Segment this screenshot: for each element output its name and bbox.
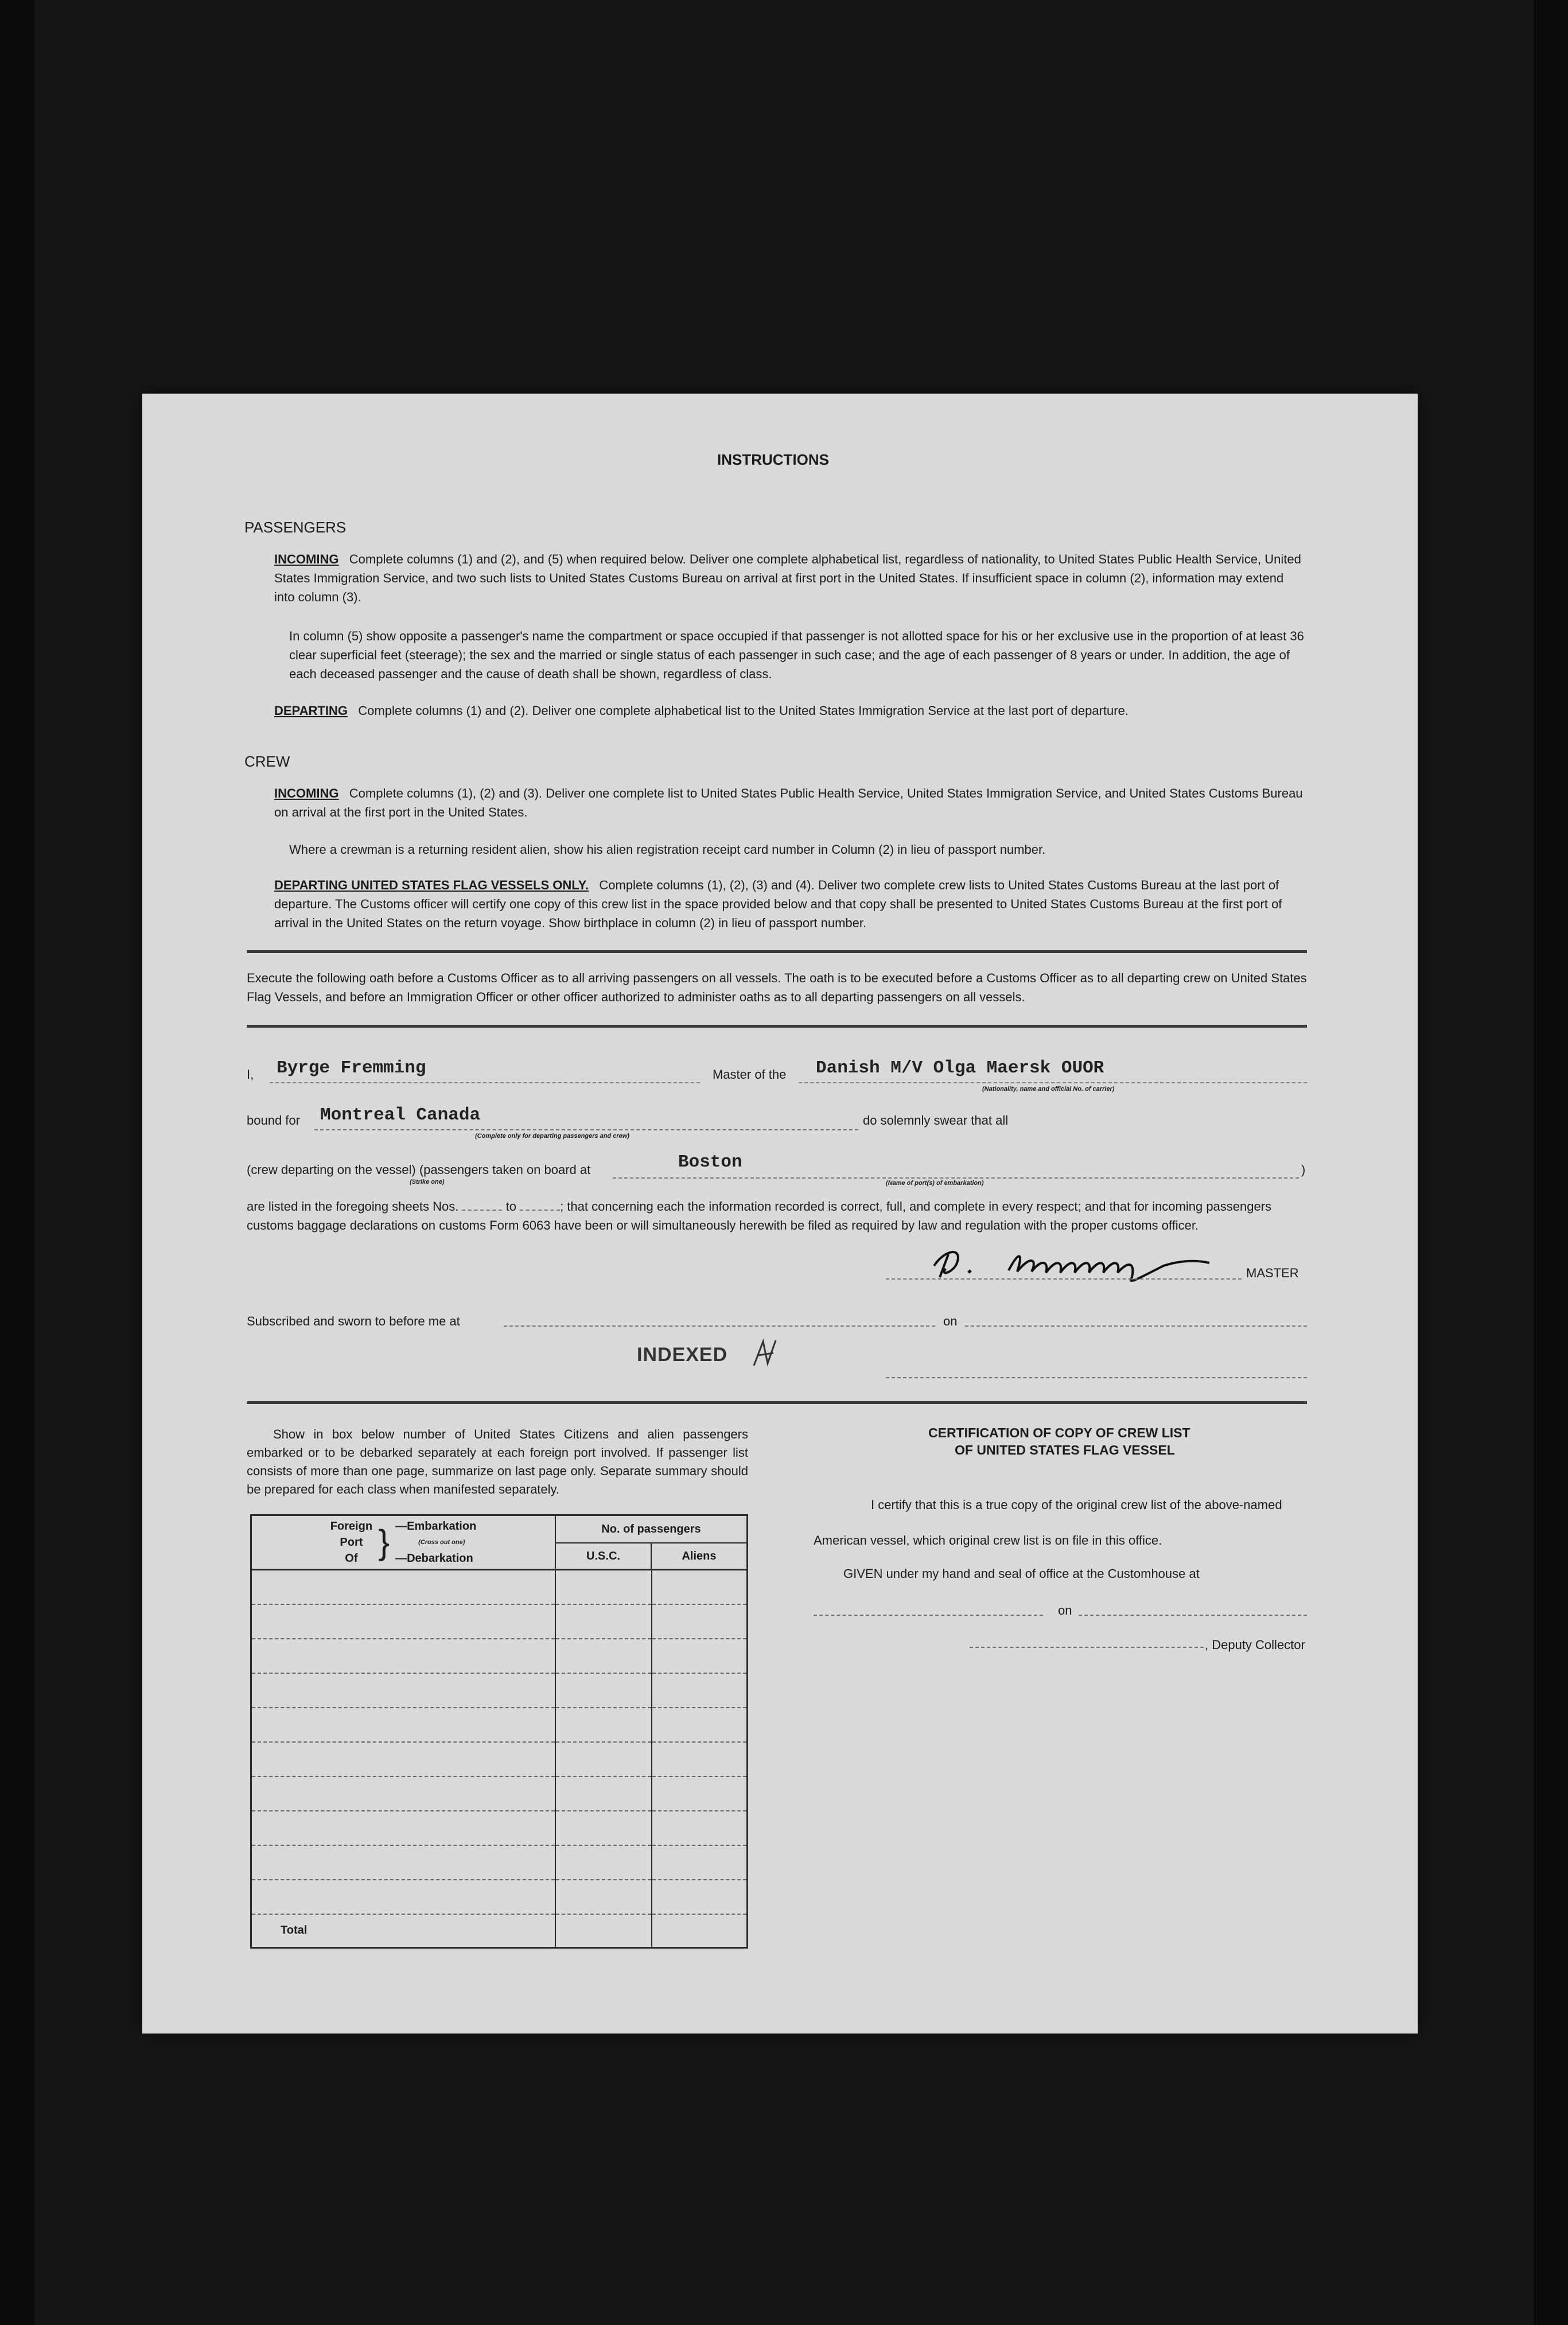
crew-incoming-block — [274, 784, 1307, 822]
summary-total-row — [251, 1914, 748, 1947]
film-border-left — [0, 0, 34, 2325]
summary-row[interactable] — [251, 1708, 748, 1742]
summary-note: Show in box below number of United States Citizens and alien passengers embarked or to be debarked separately at each foreign port involved. If passenger list consists of more than one page, summarize on last page only. Separate summary should be prepared for each class when manifested separately. — [247, 1427, 748, 1496]
divider-3 — [247, 1401, 1307, 1404]
cross-out-caption: (Cross out one) — [418, 1539, 465, 1546]
crew-alien-text: Where a crewman is a returning resident alien, show his alien registration receipt card number in Column (2) in lieu of passport number. — [289, 842, 1046, 857]
summary-row[interactable] — [251, 1845, 748, 1880]
crew-passengers-text: (crew departing on the vessel) (passengers taken on board at — [247, 1162, 591, 1177]
vessel-line — [799, 1082, 1307, 1083]
sheets-paragraph — [247, 1197, 1307, 1235]
summary-row[interactable] — [251, 1604, 748, 1639]
passengers-incoming-block — [274, 550, 1307, 606]
sheets-text: ; that concerning each the information recorded is correct, full, and complete in every respect; and that for incoming passengers customs baggage declarations on customs Form 6063 have been or will simultaneously herewith be filed as required by law and regulation with the proper customs officer. — [247, 1199, 1272, 1233]
strike-caption: (Strike one) — [410, 1179, 445, 1185]
passengers-incoming-text-1: Complete columns (1) and (2), and (5) when required below. Deliver one complete alphabetical list, regardless of nationality, to United States Public Health Service, United States Immigration Service, and two such lists to United States Customs Bureau on arrival at first port in the United States. If insufficient space in column (2), information may extend into column (3). — [274, 552, 1301, 604]
crew-incoming-text: Complete columns (1), (2) and (3). Deliver one complete list to United States Public Health Service, United States Immigration Service, and United States Customs Bureau on arrival at the first port in the United States. — [274, 786, 1303, 819]
passengers-count-header — [555, 1515, 748, 1570]
summary-row[interactable] — [251, 1776, 748, 1811]
port-close-paren: ) — [1301, 1162, 1306, 1177]
certification-line-2: American vessel, which original crew list is on file in this office. — [814, 1533, 1162, 1548]
indexed-initials — [750, 1338, 791, 1369]
crew-heading: CREW — [244, 753, 290, 770]
deputy-collector-label: , Deputy Collector — [1205, 1638, 1305, 1652]
bound-for-label: bound for — [247, 1113, 300, 1127]
certification-line-3: GIVEN under my hand and seal of office at the Customhouse at — [843, 1566, 1200, 1581]
indexed-stamp: INDEXED — [637, 1344, 728, 1366]
divider-2 — [247, 1025, 1307, 1028]
master-signature — [923, 1237, 1221, 1289]
passengers-departing-text: Complete columns (1) and (2). Deliver one complete alphabetical list to the United States Immigration Service at the last port of departure. — [358, 703, 1129, 718]
instructions-title: INSTRUCTIONS — [717, 451, 829, 468]
passengers-incoming-text-2: In column (5) show opposite a passenger's name the compartment or space occupied if that passenger is not allotted space for his or her exclusive use in the proportion of at least 36 clear superficial feet (steerage); the sex and the married or single status of each passenger in such case; and the age of each passenger of 8 years or under. In addition, the age of each deceased passenger and the cause of death shall be shown, regardless of class. — [289, 629, 1304, 681]
of-label: Of — [345, 1552, 358, 1565]
vessel-name: Danish M/V Olga Maersk OUOR — [816, 1058, 1104, 1078]
signature-line — [886, 1278, 1242, 1280]
total-label: Total — [281, 1924, 308, 1937]
summary-row[interactable] — [251, 1570, 748, 1605]
master-of-label: Master of the — [713, 1067, 787, 1082]
subscribed-place-line — [504, 1325, 935, 1327]
subscribed-label: Subscribed and sworn to before me at — [247, 1314, 460, 1328]
certification-date-line — [1079, 1615, 1307, 1616]
crew-incoming-label: INCOMING — [274, 786, 339, 800]
oath-note: Execute the following oath before a Customs Officer as to all arriving passengers on all vessels. The oath is to be executed before a Customs Officer as to all departing crew on United States Flag Vessels, and before an Immigration Officer or other officer authorized to administer oaths as to all departing passengers on all vessels. — [247, 971, 1307, 1004]
certification-line-1: I certify that this is a true copy of the original crew list of the above-named — [871, 1498, 1282, 1512]
foreign-label: Foreign — [330, 1520, 373, 1533]
embarkation-label[interactable]: —Embarkation — [395, 1520, 477, 1533]
port-of-embarkation: Boston — [678, 1152, 742, 1172]
brace-glyph: } — [378, 1523, 390, 1561]
master-name: Byrge Fremming — [277, 1058, 426, 1078]
port-caption: (Name of port(s) of embarkation) — [886, 1180, 984, 1187]
port-header — [251, 1515, 556, 1570]
crew-flag-text: Complete columns (1), (2), (3) and (4). Deliver two complete crew lists to United States Customs Bureau at the last port of departure. The Customs officer will certify one copy of this crew list in the space provided below and that copy shall be presented to United States Customs Bureau at the first port of arrival in the United States on the return voyage. Show birthplace in column (2) in lieu of passport number. — [274, 878, 1282, 930]
officer-line — [886, 1377, 1307, 1378]
passengers-incoming-label: INCOMING — [274, 552, 339, 566]
master-name-line — [270, 1082, 700, 1083]
subscribed-on-label: on — [943, 1314, 958, 1328]
destination-line — [314, 1129, 858, 1130]
film-border-right — [1534, 0, 1568, 2325]
passenger-summary-table — [250, 1514, 748, 1949]
sheets-to-blank — [520, 1210, 560, 1211]
form-sheet — [142, 394, 1418, 2034]
sheets-prefix: are listed in the foregoing sheets Nos. — [247, 1199, 459, 1214]
destination-caption: (Complete only for departing passengers and crew) — [475, 1133, 629, 1140]
summary-row[interactable] — [251, 1639, 748, 1673]
passengers-departing-label: DEPARTING — [274, 703, 348, 718]
summary-row[interactable] — [251, 1880, 748, 1914]
crew-flag-label: DEPARTING UNITED STATES FLAG VESSELS ONLY. — [274, 878, 589, 892]
deputy-signature-line — [970, 1647, 1204, 1648]
aliens-label: Aliens — [682, 1550, 717, 1562]
certification-title-1: CERTIFICATION OF COPY OF CREW LIST — [928, 1425, 1190, 1440]
divider-1 — [247, 950, 1307, 953]
summary-row[interactable] — [251, 1673, 748, 1708]
no-passengers-label: No. of passengers — [556, 1516, 746, 1543]
port-line — [613, 1177, 1299, 1179]
port-label: Port — [340, 1536, 363, 1549]
debarkation-label[interactable]: —Debarkation — [395, 1552, 473, 1565]
vessel-caption: (Nationality, name and official No. of carrier) — [982, 1086, 1115, 1092]
oath-i-label: I, — [247, 1067, 254, 1082]
certification-on-label: on — [1058, 1603, 1072, 1618]
crew-flag-block — [274, 876, 1307, 932]
master-label: MASTER — [1246, 1266, 1299, 1280]
subscribed-date-line — [965, 1325, 1307, 1327]
swear-text: do solemnly swear that all — [863, 1113, 1009, 1127]
passengers-heading: PASSENGERS — [244, 519, 347, 536]
summary-row[interactable] — [251, 1811, 748, 1845]
usc-label: U.S.C. — [556, 1543, 652, 1569]
passengers-departing-block — [274, 701, 1307, 720]
destination: Montreal Canada — [320, 1105, 481, 1125]
certification-place-line — [814, 1615, 1043, 1616]
certification-title-2: OF UNITED STATES FLAG VESSEL — [955, 1443, 1175, 1457]
summary-row[interactable] — [251, 1742, 748, 1776]
sheets-to: to — [505, 1199, 516, 1214]
sheets-from-blank — [462, 1210, 502, 1211]
